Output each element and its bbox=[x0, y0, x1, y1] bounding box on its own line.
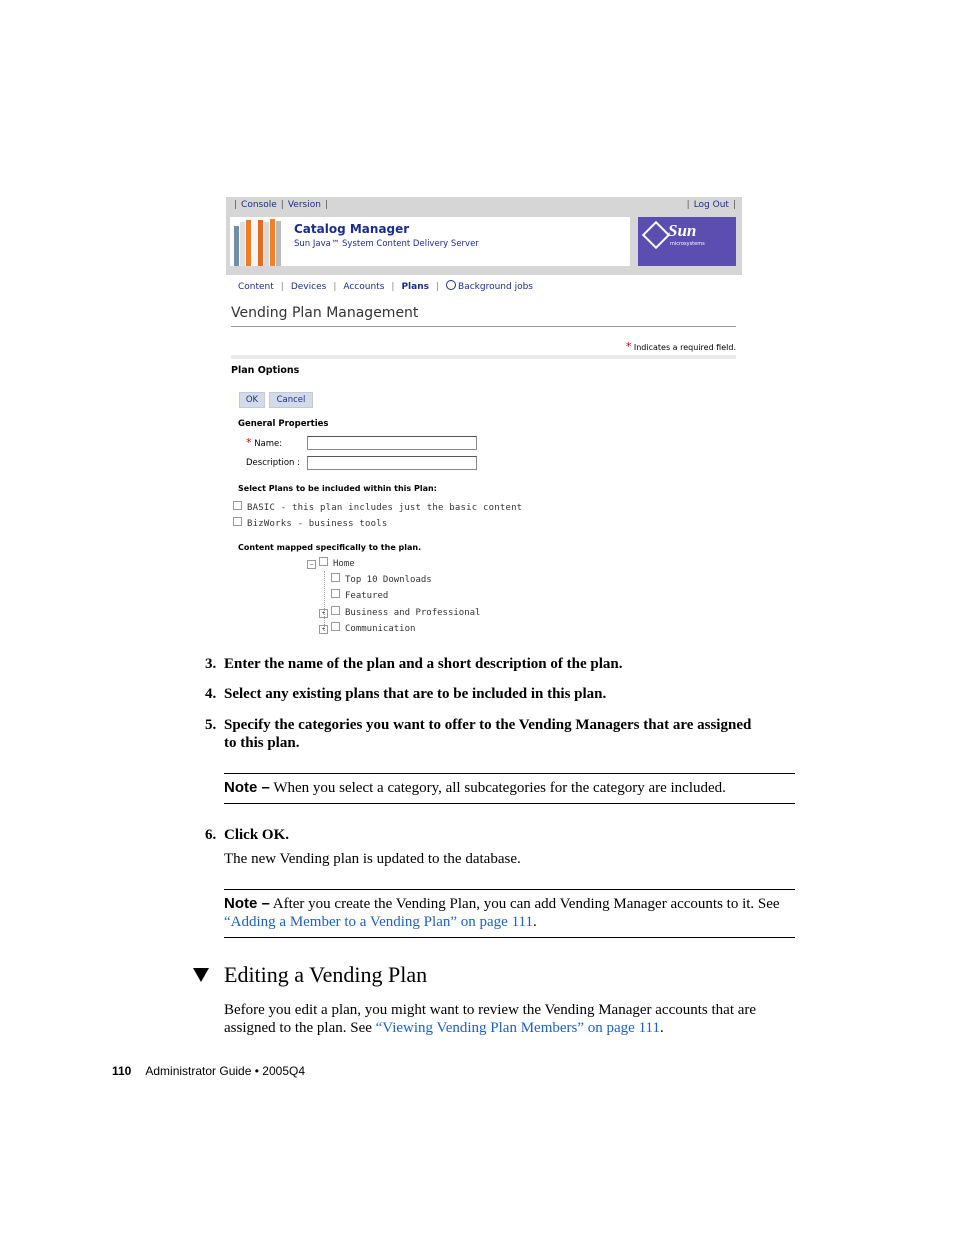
tab-content[interactable]: Content bbox=[238, 282, 274, 292]
masthead bbox=[226, 197, 742, 275]
globe-icon bbox=[446, 280, 456, 290]
tree-item-home: − Home bbox=[307, 557, 355, 569]
footer-title: Administrator Guide bbox=[145, 1064, 252, 1078]
note-1: Note – When you select a category, all subcategories for the category are included. bbox=[224, 779, 726, 796]
nav-tabs: Content | Devices | Accounts | Plans | Background jobs bbox=[238, 282, 533, 292]
required-note: * Indicates a required field. bbox=[625, 340, 736, 353]
tab-devices[interactable]: Devices bbox=[290, 282, 327, 292]
name-input[interactable] bbox=[307, 436, 477, 450]
sun-logo: Sun microsystems bbox=[638, 217, 736, 266]
version-link[interactable]: Version bbox=[287, 200, 321, 210]
plan-checkbox-bizworks[interactable] bbox=[233, 517, 242, 526]
collapse-icon[interactable]: − bbox=[307, 560, 316, 569]
description-label: Description : bbox=[246, 458, 300, 468]
plan-row: BizWorks - business tools bbox=[233, 517, 387, 529]
plan-options-heading: Plan Options bbox=[231, 365, 300, 376]
tree-checkbox[interactable] bbox=[331, 606, 340, 615]
adding-member-link[interactable]: “Adding a Member to a Vending Plan” on page 111 bbox=[224, 914, 533, 930]
note2-bottom-rule bbox=[224, 937, 795, 938]
console-link[interactable]: Console bbox=[241, 200, 277, 210]
footer-version: 2005Q4 bbox=[262, 1064, 305, 1078]
triangle-down-icon bbox=[193, 968, 209, 982]
masthead-links: | Console | Version | bbox=[234, 200, 328, 210]
tab-accounts[interactable]: Accounts bbox=[343, 282, 385, 292]
tree-checkbox[interactable] bbox=[331, 589, 340, 598]
content-mapped-label: Content mapped specifically to the plan. bbox=[238, 543, 422, 552]
step-6-body: The new Vending plan is updated to the database. bbox=[224, 851, 521, 867]
section-paragraph: Before you edit a plan, you might want to review the Vending Manager accounts that are assigned to the plan. See “Viewing Vending Plan Members” on page 111. bbox=[224, 1002, 757, 1036]
tree-item-business: + Business and Professional bbox=[319, 606, 480, 618]
tree-checkbox[interactable] bbox=[331, 622, 340, 631]
tree-item-top10: Top 10 Downloads bbox=[331, 573, 432, 585]
page-footer: 110 Administrator Guide • 2005Q4 bbox=[112, 1064, 305, 1078]
tree-checkbox[interactable] bbox=[331, 573, 340, 582]
select-plans-label: Select Plans to be included within this Plan: bbox=[238, 484, 437, 493]
step-5: 5. Specify the categories you want to offer to the Vending Managers that are assigned to this plan. bbox=[205, 717, 752, 751]
plan-row: BASIC - this plan includes just the basic content bbox=[233, 501, 522, 513]
books-image bbox=[232, 217, 282, 266]
name-label: * Name: bbox=[246, 436, 283, 449]
note2-top-rule bbox=[224, 889, 795, 890]
product-title: Catalog Manager bbox=[294, 222, 410, 236]
tab-plans[interactable]: Plans bbox=[401, 282, 429, 292]
description-input[interactable] bbox=[307, 456, 477, 470]
ok-button[interactable]: OK bbox=[239, 392, 265, 408]
logout-link[interactable]: Log Out bbox=[693, 200, 729, 210]
sun-diamond-icon bbox=[642, 221, 670, 249]
general-properties-heading: General Properties bbox=[238, 419, 329, 429]
tree-item-communication: + Communication bbox=[319, 622, 415, 634]
note1-bottom-rule bbox=[224, 803, 795, 804]
product-bar bbox=[230, 217, 630, 266]
title-divider bbox=[231, 326, 736, 327]
step-4: 4. Select any existing plans that are to be included in this plan. bbox=[205, 686, 607, 702]
plan-checkbox-basic[interactable] bbox=[233, 501, 242, 510]
section-divider bbox=[231, 355, 736, 359]
step-6: 6. Click OK. bbox=[205, 827, 290, 843]
viewing-members-link[interactable]: “Viewing Vending Plan Members” on page 111 bbox=[375, 1020, 660, 1036]
catalog-manager-screenshot bbox=[226, 197, 742, 637]
tab-background-jobs[interactable]: Background jobs bbox=[458, 282, 533, 292]
page-title: Vending Plan Management bbox=[231, 305, 419, 321]
cancel-button[interactable]: Cancel bbox=[269, 392, 313, 408]
tree-checkbox[interactable] bbox=[319, 557, 328, 566]
product-subtitle: Sun Java™ System Content Delivery Server bbox=[294, 239, 479, 249]
expand-icon[interactable]: + bbox=[319, 609, 328, 618]
page-number: 110 bbox=[112, 1064, 132, 1078]
note1-top-rule bbox=[224, 773, 795, 774]
tree-item-featured: Featured bbox=[331, 589, 388, 601]
expand-icon[interactable]: + bbox=[319, 625, 328, 634]
note-2: Note – After you create the Vending Plan, you can add Vending Manager accounts to it. See “Adding a Member to a Vending Plan” on page 111. bbox=[224, 895, 780, 930]
logout-link-wrap: | Log Out | bbox=[686, 200, 736, 210]
step-3: 3. Enter the name of the plan and a short description of the plan. bbox=[205, 656, 623, 672]
required-star-icon: * bbox=[625, 340, 632, 353]
